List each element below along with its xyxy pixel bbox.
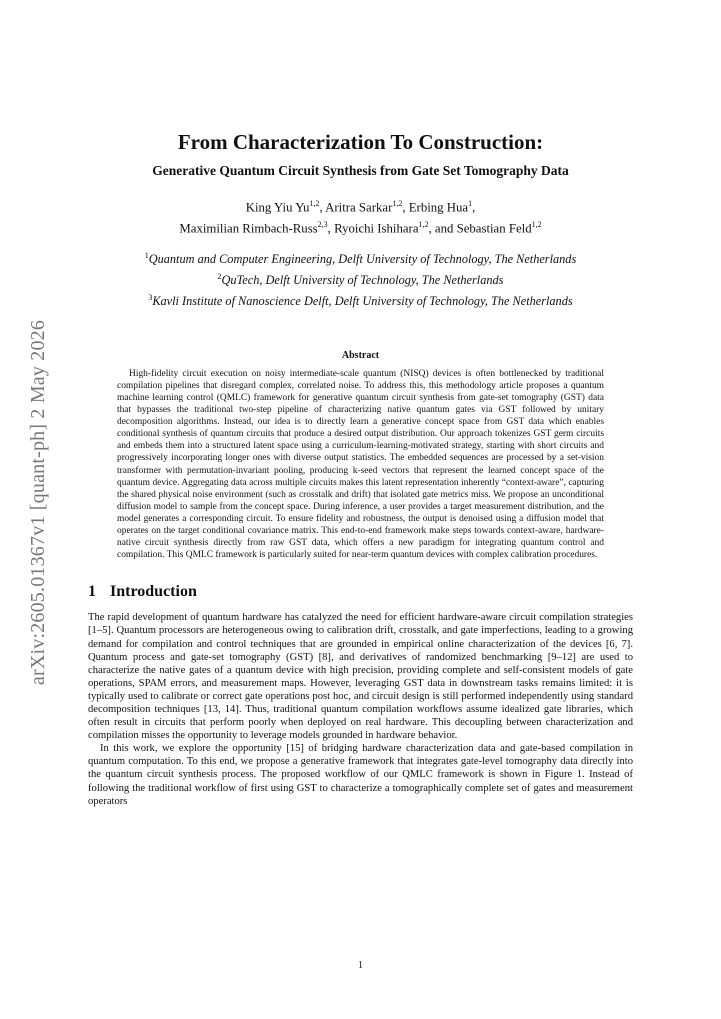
author-line-2 (88, 216, 633, 237)
author-name: Sebastian Feld (456, 221, 532, 236)
affiliation-text: Kavli Institute of Nanoscience Delft, Delft University of Technology, The Netherlands (152, 293, 573, 308)
paper-subtitle: Generative Quantum Circuit Synthesis from Gate Set Tomography Data (152, 163, 569, 178)
author-name: King Yiu Yu (245, 200, 310, 215)
affiliation-text: Quantum and Computer Engineering, Delft University of Technology, The Netherlands (148, 251, 577, 266)
author-name: Maximilian Rimbach-Russ (179, 221, 318, 236)
section-number: 1 (88, 583, 96, 601)
affiliation-list (78, 247, 643, 310)
paper-title: From Characterization To Construction: (177, 130, 544, 154)
affiliation (78, 289, 643, 310)
affiliation (78, 247, 643, 268)
author-separator: , and (428, 221, 457, 236)
section-heading (88, 583, 633, 601)
author-name: Ryoichi Ishihara (334, 221, 419, 236)
author-affil-sup: 1,2 (392, 199, 403, 208)
author-list (88, 195, 633, 238)
arxiv-id: arXiv:2605.01367v1 [quant-ph] 2 May 2026 (27, 319, 50, 685)
abstract-heading: Abstract (341, 349, 380, 361)
affiliation-text: QuTech, Delft University of Technology, The Netherlands (221, 272, 504, 287)
affiliation-sup: 1 (144, 250, 149, 260)
paragraph: The rapid development of quantum hardware has catalyzed the need for efficient hardware-aware circuit compilation strategies [1–5]. Quantum processors are heterogeneous owing to calibration drift, crosstalk, and gate imperfections, leading to a growing demand for compilation and control techniques that are grounded in empirical online characterization of the devices [6, 7]. Quantum process and gate-set tomography (GST) [8], and derivatives of randomized benchmarking [9–12] are used to characterize the native gates of a quantum device with high precision, providing complete and self-consistent models of gate operations, SPAM errors, and measurement maps. However, leveraging GST data in downstream tasks remains limited: it is typically used to calibrate or correct gate operations post hoc, and circuit design is still performed independently using standard decomposition techniques [13, 14]. Thus, traditional quantum compilation workflows assume idealized gate libraries, which often result in circuits that perform poorly when deployed on real hardware. This decoupling between characterization and compilation misses the opportunity to leverage models grounded in hardware behavior. (88, 612, 633, 742)
affiliation-sup: 3 (148, 292, 153, 302)
abstract-body: High-fidelity circuit execution on noisy intermediate-scale quantum (NISQ) devices is often bottlenecked by traditional compilation pipelines that disregard complex, correlated noise. To address this, this methodology article proposes a quantum machine learning control (QMLC) framework for generative quantum circuit synthesis from gate-set tomography (GST) data that bypasses the traditional two-step pipeline of characterizing native quantum gates via GST followed by unitary decomposition algorithms. Instead, our idea is to directly learn a generative concept space from GST data which enables conditional synthesis of quantum circuits that produce a desired output distribution. Our approach tokenizes GST germ circuits and embeds them into a structured latent space using a curriculum-learning-motivated strategy, starting with short circuits and progressively incorporating longer ones with diverse output statistics. The embedded sequences are processed by a set-vision transformer with permutation-invariant pooling, producing k-seed vectors that represent the learned concept space of the quantum device. Aggregating data across multiple circuits makes this latent representation inherently “context-aware”, capturing the shared physical noise environment (such as crosstalk and drift) that isolated gate metrics miss. We propose an unconditional diffusion model to sample from the concept space. During inference, a user provides a target measurement distribution, and the model generates a corresponding circuit. To ensure fidelity and robustness, the output is denoised using a diffusion model that operates on the target conditional covariance matrix. This end-to-end framework make steps towards context-aware, hardware-native circuit synthesis directly from raw GST data, which offers a new paradigm for integrating quantum control and compilation. This QMLC framework is particularly suited for near-term quantum devices with complex calibration procedures. (117, 368, 604, 561)
author-affil-sup: 1,2 (309, 199, 320, 208)
author-line-1 (88, 195, 633, 216)
author-separator: , (319, 200, 326, 215)
author-name: Aritra Sarkar (325, 200, 393, 215)
author-separator: , (402, 200, 409, 215)
author-affil-sup: 1 (468, 199, 473, 208)
author-separator: , (472, 200, 476, 215)
author-affil-sup: 1,2 (418, 220, 429, 230)
page-number: 1 (358, 960, 363, 971)
author-affil-sup: 1,2 (531, 220, 542, 230)
section-title: Introduction (110, 583, 197, 601)
author-name: Erbing Hua (408, 200, 469, 215)
paragraph: In this work, we explore the opportunity [15] of bridging hardware characterization data and gate-based compilation in quantum computation. To this end, we propose a generative framework that integrates gate-level tomography data directly into the quantum circuit synthesis process. The proposed workflow of our QMLC framework is shown in Figure 1. Instead of following the traditional workflow of first using GST to characterize a tomographically complete set of gates and measurement operators (88, 743, 633, 807)
paper-page (88, 130, 633, 808)
author-separator: , (327, 221, 335, 236)
affiliation-sup: 2 (217, 271, 222, 281)
arxiv-stamp (19, 287, 59, 717)
author-affil-sup: 2,3 (317, 220, 328, 230)
affiliation (78, 268, 643, 289)
